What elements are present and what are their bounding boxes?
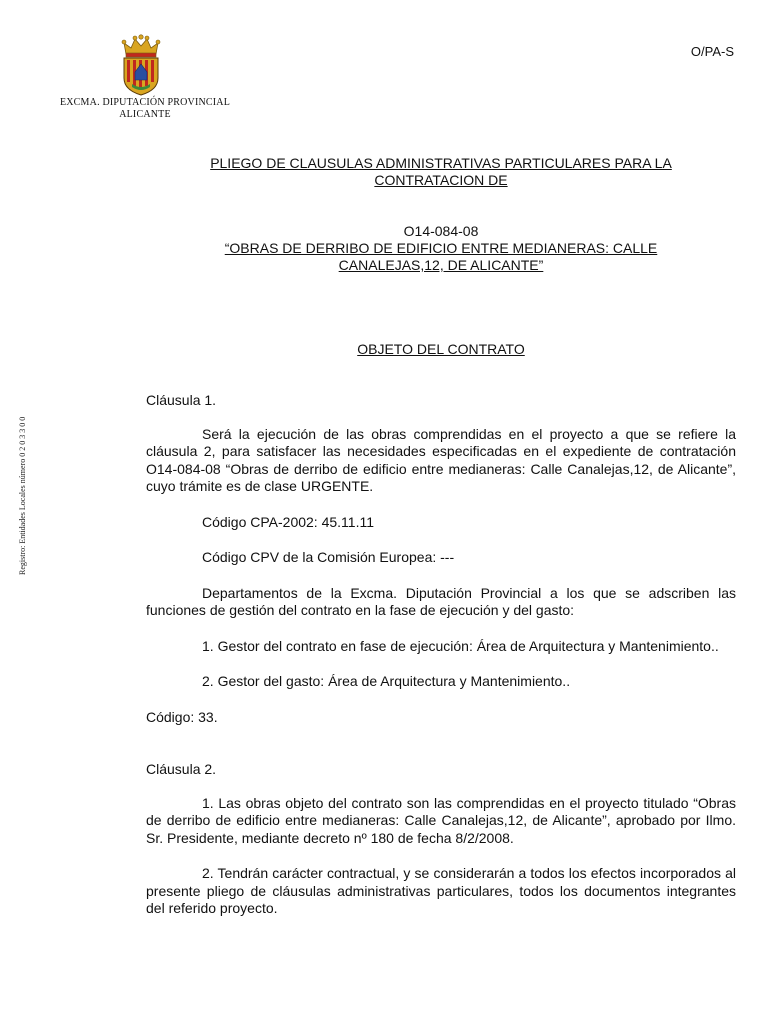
clausula-1-paragraph-7: Código: 33. — [146, 708, 218, 725]
institution-line-2: ALICANTE — [119, 109, 171, 120]
clausula-1-paragraph-5: 1. Gestor del contrato en fase de ejecución: Área de Arquitectura y Mantenimiento.. — [202, 637, 719, 654]
clausula-2-paragraph-2: 2. Tendrán carácter contractual, y se considerarán a todos los efectos incorporados al presente pliego de cláusulas administrativas particulares, todos los documentos integrantes del referido proyecto. — [146, 865, 736, 916]
clausula-1-paragraph-1: Será la ejecución de las obras comprendidas en el proyecto a que se refiere la cláusula 2, para satisfacer las necesidades especificadas en el expediente de contratación O14-084-08 “Obras de derribo de edificio entre medianeras: Calle Canalejas,12, de Alicante”, cuyo trámite es de clase URGENTE. — [146, 425, 736, 494]
clausula-1-paragraph-4: Departamentos de la Excma. Diputación Provincial a los que se adscriben las funciones de gestión del contrato en la fase de ejecución y del gasto: — [146, 584, 736, 618]
contract-code: O14-084-08 — [403, 223, 479, 239]
registry-side-note: Registro: Entidades Locales número 0 2 0 3 3 0 0 — [18, 416, 27, 575]
section-title: OBJETO DEL CONTRATO — [357, 341, 525, 357]
institution-name — [40, 97, 250, 121]
title-line-1: PLIEGO DE CLAUSULAS ADMINISTRATIVAS PARTICULARES PARA LA — [210, 155, 672, 171]
document-title — [146, 155, 736, 189]
clausula-2-heading: Cláusula 2. — [146, 761, 217, 777]
work-title — [146, 240, 736, 274]
clausula-1-paragraph-3: Código CPV de la Comisión Europea: --- — [202, 549, 455, 565]
coat-of-arms-icon — [118, 34, 164, 96]
title-line-2: CONTRATACION DE — [374, 172, 508, 188]
clausula-1 — [146, 392, 736, 918]
work-title-line-2: CANALEJAS,12, DE ALICANTE” — [338, 257, 544, 273]
document-code: O/PA-S — [690, 44, 734, 59]
clausula-1-paragraph-2: Código CPA-2002: 45.11.11 — [202, 513, 375, 530]
clausula-2-paragraph-1: 1. Las obras objeto del contrato son las comprendidas en el proyecto titulado “Obras de derribo de edificio entre medianeras: Calle Canalejas,12, de Alicante”, aprobado por Ilmo. Sr. Presidente, mediante decreto nº 180 de fecha 8/2/2008. — [146, 794, 736, 846]
work-title-line-1: “OBRAS DE DERRIBO DE EDIFICIO ENTRE MEDIANERAS: CALLE — [224, 240, 658, 256]
clausula-1-paragraph-6: 2. Gestor del gasto: Área de Arquitectura y Mantenimiento.. — [202, 673, 571, 689]
institution-line-1: EXCMA. DIPUTACIÓN PROVINCIAL — [59, 97, 231, 108]
clausula-1-heading: Cláusula 1. — [146, 392, 217, 408]
